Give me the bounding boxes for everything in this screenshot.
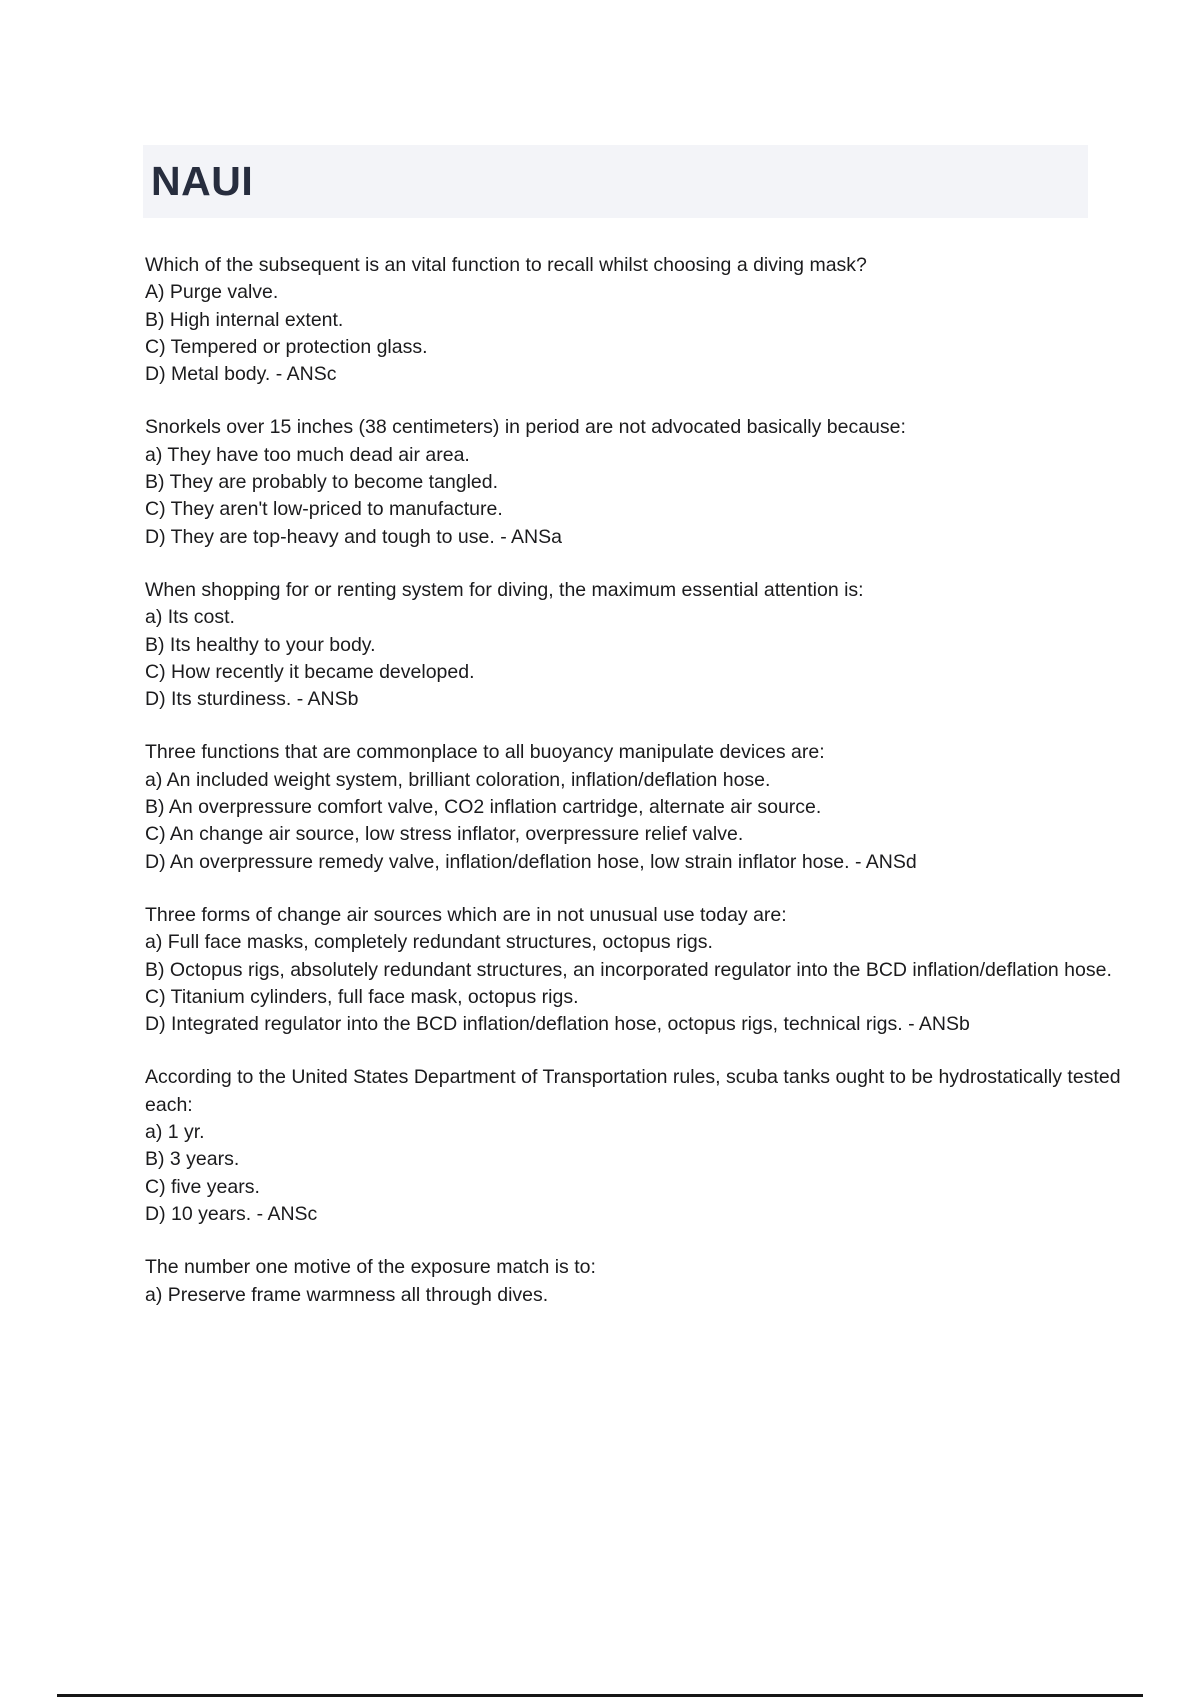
question-text: Snorkels over 15 inches (38 centimeters) in period are not advocated basically because: xyxy=(145,416,906,439)
answer-option: A) Purge valve. xyxy=(145,281,279,304)
answer-option: B) They are probably to become tangled. xyxy=(145,471,499,494)
answer-option: D) They are top-heavy and tough to use. - ANSa xyxy=(145,525,562,548)
answer-option: B) An overpressure comfort valve, CO2 inflation cartridge, alternate air source. xyxy=(145,796,822,819)
answer-option: a) Preserve frame warmness all through dives. xyxy=(145,1283,549,1306)
title-banner xyxy=(143,145,1088,218)
question-text: Which of the subsequent is an vital function to recall whilst choosing a diving mask? xyxy=(145,254,867,276)
answer-option: B) Octopus rigs, absolutely redundant structures, an incorporated regulator into the BCD inflation/deflation hose. xyxy=(145,958,1112,981)
page-title: NAUI xyxy=(151,158,254,204)
answer-option: C) How recently it became developed. xyxy=(145,660,475,683)
answer-option: B) Its healthy to your body. xyxy=(145,633,376,656)
question-text: Three functions that are commonplace to all buoyancy manipulate devices are: xyxy=(145,741,825,764)
answer-option: D) Metal body. - ANSc xyxy=(145,363,337,386)
question-text: The number one motive of the exposure match is to: xyxy=(145,1256,596,1279)
answer-option: D) An overpressure remedy valve, inflation/deflation hose, low strain inflator hose. - ANSd xyxy=(145,850,917,873)
answer-option: a) An included weight system, brilliant coloration, inflation/deflation hose. xyxy=(145,768,771,791)
question-text: According to the United States Department of Transportation rules, scuba tanks ought to be hydrostatically tested each: xyxy=(145,1066,1121,1116)
questions-list xyxy=(145,252,1155,1335)
question-block xyxy=(145,252,1155,388)
answer-option: a) They have too much dead air area. xyxy=(145,443,470,466)
question-block xyxy=(145,1254,1155,1309)
answer-option: D) Integrated regulator into the BCD inflation/deflation hose, octopus rigs, technical rigs. - ANSb xyxy=(145,1013,970,1036)
answer-option: a) Full face masks, completely redundant structures, octopus rigs. xyxy=(145,931,713,954)
answer-option: a) 1 yr. xyxy=(145,1121,205,1144)
answer-option: C) They aren't low-priced to manufacture. xyxy=(145,498,503,521)
answer-option: B) High internal extent. xyxy=(145,308,344,331)
question-text: When shopping for or renting system for diving, the maximum essential attention is: xyxy=(145,578,864,601)
question-block xyxy=(145,414,1155,550)
answer-option: C) An change air source, low stress inflator, overpressure relief valve. xyxy=(145,823,744,846)
question-block xyxy=(145,902,1155,1038)
answer-option: D) Its sturdiness. - ANSb xyxy=(145,688,359,711)
footer-divider xyxy=(57,1694,1143,1697)
answer-option: C) Tempered or protection glass. xyxy=(145,335,428,358)
question-block xyxy=(145,1064,1155,1228)
question-text: Three forms of change air sources which are in not unusual use today are: xyxy=(145,903,787,926)
question-block xyxy=(145,577,1155,713)
answer-option: a) Its cost. xyxy=(145,606,235,629)
answer-option: B) 3 years. xyxy=(145,1148,240,1171)
answer-option: C) Titanium cylinders, full face mask, octopus rigs. xyxy=(145,985,579,1008)
answer-option: C) five years. xyxy=(145,1175,260,1198)
question-block xyxy=(145,739,1155,875)
answer-option: D) 10 years. - ANSc xyxy=(145,1202,318,1225)
